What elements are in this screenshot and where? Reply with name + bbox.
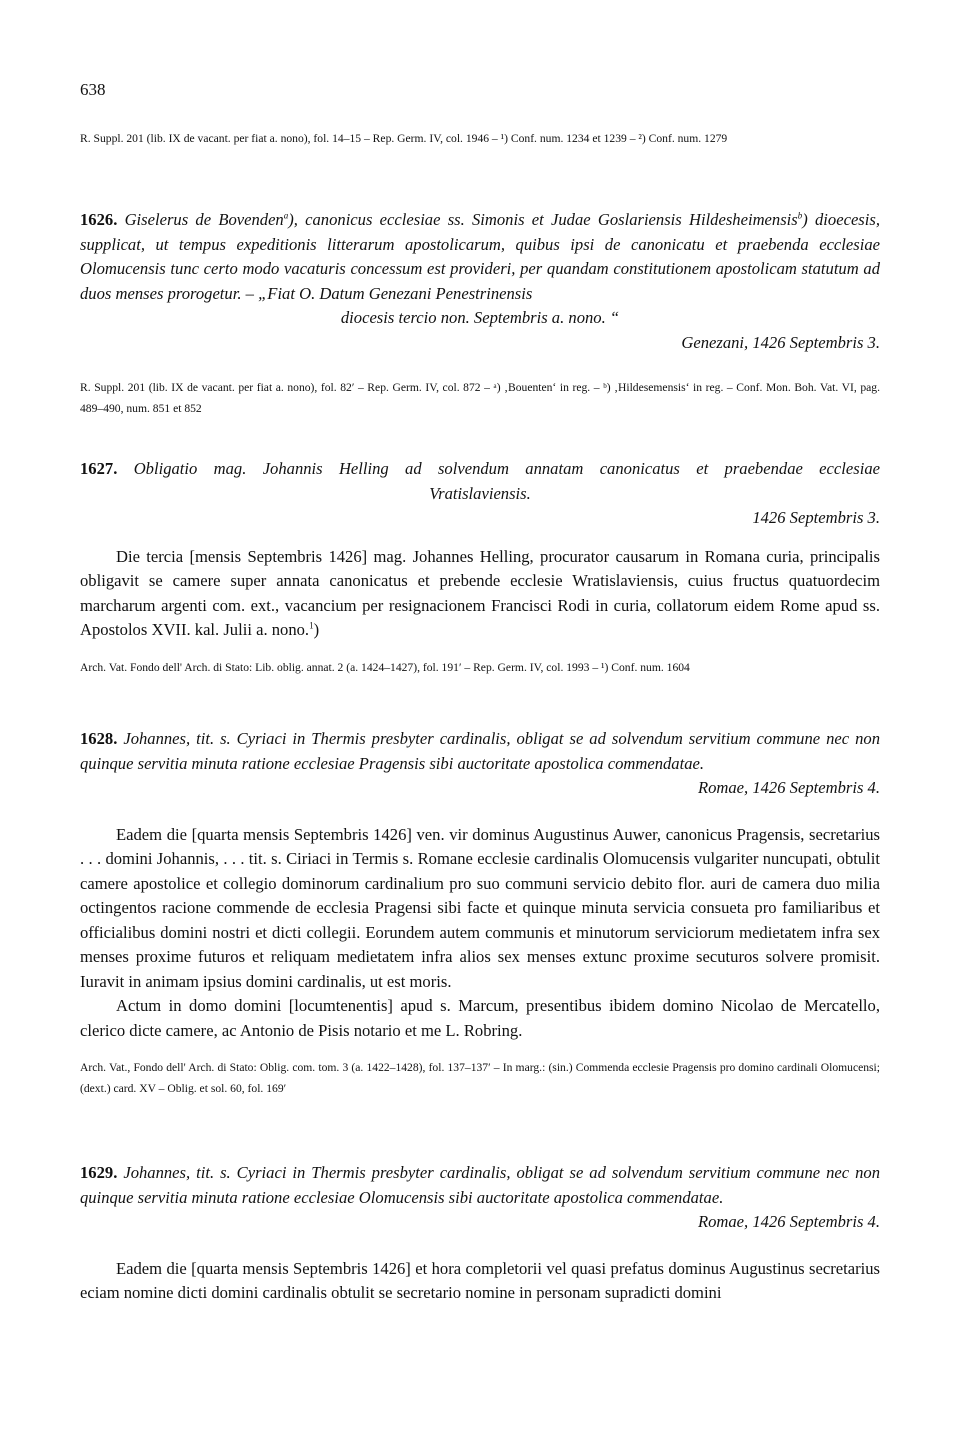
entry-heading [80,457,880,482]
heading-center-line: Vratislaviensis. [429,483,531,503]
entry-heading [80,1161,880,1210]
heading-text: Johannes, tit. s. Cyriaci in Thermis presbyter cardinalis, obligat se ad solvendum servitium commune nec non quinque servitia minuta ratione ecclesiae Pragensis sibi auctoritate apostolica commendatae. [80,729,880,773]
body-paragraph: Eadem die [quarta mensis Septembris 1426] et hora completorii vel quasi prefatus dominus Augustinus secretarius eciam nomine dicti domini cardinalis obtulit se secretario nomine in personam supradicti domini [80,1258,880,1302]
page-number: 638 [80,80,106,99]
top-footnote: R. Suppl. 201 (lib. IX de vacant. per fiat a. nono), fol. 14–15 – Rep. Germ. IV, col. 1946 – ¹) Conf. num. 1234 et 1239 – ²) Conf. num. 1279 [80,132,728,145]
body-paragraph: Actum in domo domini [locumtenentis] apud s. Marcum, presentibus ibidem domino Nicolao de Mercatello, clerico dicte camere, ac Antonio de Pisis notario et me L. Robring. [80,996,880,1040]
entry-1629 [80,1161,880,1306]
footnote-marker: b [797,210,803,221]
footnote-marker: a [283,210,289,221]
dateline: 1426 Septembris 3. [752,508,880,527]
heading-text: ) dioecesis, supplicat, ut tempus expeditionis litterarum apostolicarum, quibus ipsi de canonicatu et praebenda ecclesiae Olomucensis tunc certo modo vacaturis concessum est provideri, per quandam constitutionem apostolicam statutum ad duos menses prorogetur. – „Fiat O. Datum Genezani Penestrinensis [80,210,880,303]
footnote-marker: 1 [309,620,314,631]
entry-number: 1628. [80,729,118,748]
heading-text: Johannes, tit. s. Cyriaci in Thermis presbyter cardinalis, obligat se ad solvendum servitium commune nec non quinque servitia minuta ratione ecclesiae Olomucensis sibi auctoritate apostolica commendatae. [80,1163,880,1207]
source-note: Arch. Vat. Fondo dell' Arch. di Stato: Lib. oblig. annat. 2 (a. 1424–1427), fol. 191′ – Rep. Germ. IV, col. 1993 – ¹) Conf. num. 1604 [80,660,690,674]
dateline: Romae, 1426 Septembris 4. [697,778,880,797]
source-note: Arch. Vat., Fondo dell' Arch. di Stato: Oblig. com. tom. 3 (a. 1422–1428), fol. 137–137′ – In marg.: (sin.) Commenda ecclesie Pragensis pro domino cardinali Olomucensi; (dext.) card. XV – Oblig. et sol. 60, fol. 169′ [80,1061,880,1095]
body-text: Die tercia [mensis Septembris 1426] mag. Johannes Helling, procurator causarum in Romana curia, principalis obligavit se camere super annata canonicatus et prebende ecclesie Wratislaviensis, cuius fructus quatuordecim marcharum argenti com. ext., vacancium per resignacionem Francisci Rodi in curia, collatorum eidem Rome apud ss. Apostolos XVII. kal. Julii a. nono. [80,546,880,639]
entry-number: 1627. [80,459,118,478]
entry-number: 1629. [80,1163,118,1182]
entry-heading [80,727,880,776]
dateline: Genezani, 1426 Septembris 3. [681,332,880,352]
entry-1627 [80,457,880,678]
heading-text: Obligatio mag. Johannis Helling ad solvendum annatam canonicatus et praebendae ecclesiae [133,459,880,478]
body-paragraph: Eadem die [quarta mensis Septembris 1426] ven. vir dominus Augustinus Auwer, canonicus Pragensis, secretarius . . . domini Johannis, . . . tit. s. Ciriaci in Termis s. Romane ecclesie cardinalis Olomucensis vulgariter nuncupati, obtulit camere apostolice et collegio dominorum cardinalium pro suo communi servicio debito flor. auri de camera duo milia octingentos racione commende de ecclesia Pragensi sibi facte et quinque minuta servicia consueta pro familiaribus et officialibus domini nostri et dicti collegii. Eorundem autem communis et minutorum serviciorum medietatem infra sex menses proxime futuros et reliquam medietatem infra alios sex menses extunc proxime secuturos solvere promisit. Iuravit in animam ipsius domini cardinalis, ut est moris. [80,824,880,991]
dateline: Romae, 1426 Septembris 4. [697,1212,880,1231]
entry-body [80,823,880,1044]
entry-1626 [80,208,880,419]
entry-number: 1626. [80,210,118,229]
heading-center-line: diocesis tercio non. Septembris a. nono. “ [340,308,620,327]
source-note: R. Suppl. 201 (lib. IX de vacant. per fiat a. nono), fol. 82′ – Rep. Germ. IV, col. 872 – ᵃ) ‚Bouenten‘ in reg. – ᵇ) ‚Hildesemensis‘ in reg. – Conf. Mon. Boh. Vat. VI, pag. 489–490, num. 851 et 852 [80,381,880,415]
heading-text: Giselerus de Bovenden [124,210,284,229]
entry-1628 [80,727,880,1099]
entry-body [80,545,880,643]
body-text: ) [313,620,320,639]
heading-text: ), canonicus ecclesiae ss. Simonis et Judae Goslariensis Hildesheimensis [288,210,798,229]
entry-body [80,1257,880,1306]
entry-heading [80,208,880,306]
